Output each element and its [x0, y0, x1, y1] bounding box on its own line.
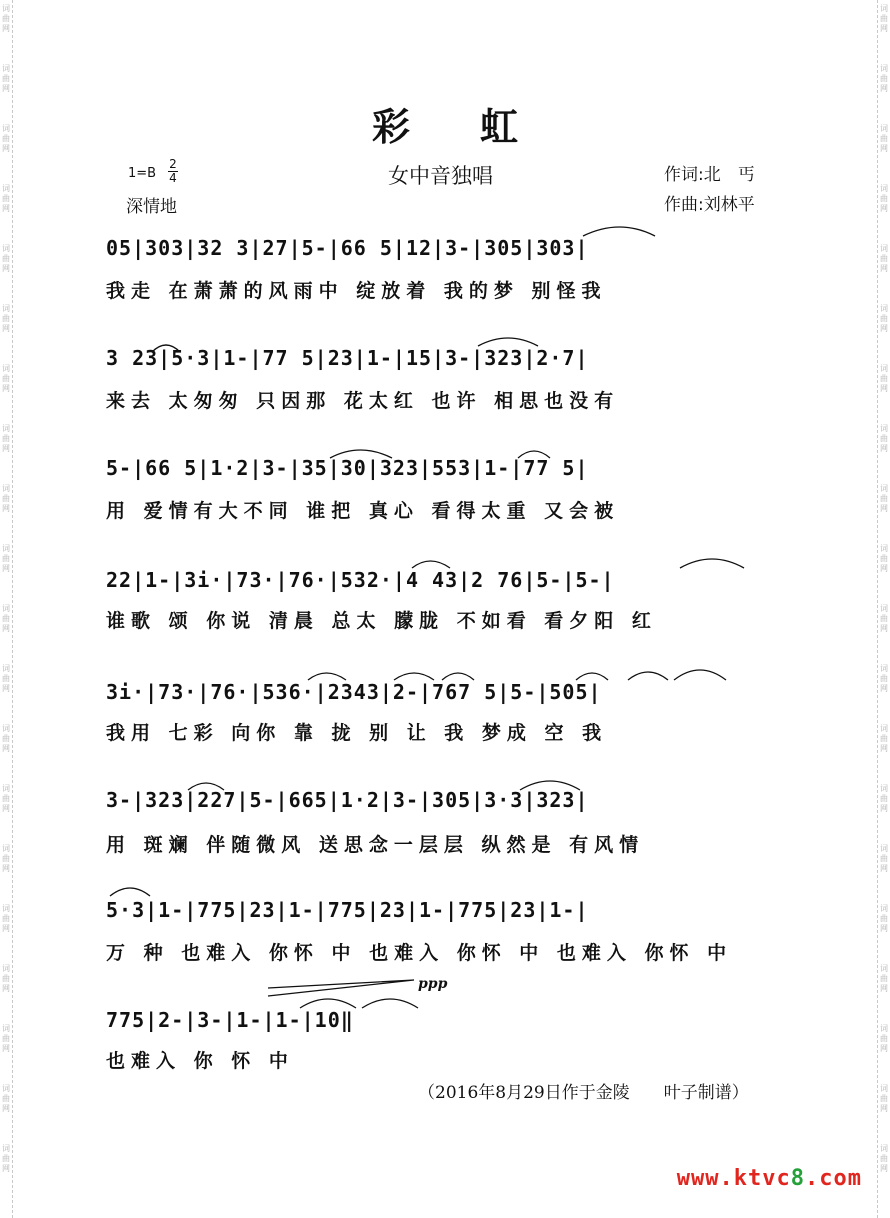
slur-line5d: [576, 673, 608, 680]
margin-stamp: 词 曲 网: [880, 364, 888, 393]
slur-line7: [110, 888, 150, 896]
margin-stamp: 词 曲 网: [2, 64, 10, 93]
margin-stamp: 词 曲 网: [880, 244, 888, 273]
slur-line1: [583, 227, 655, 236]
lyrics-line-8: 也难入 你 怀 中: [106, 1050, 294, 1072]
slur-line3b: [518, 451, 550, 458]
margin-stamp: 词 曲 网: [2, 184, 10, 213]
margin-stamp: 词 曲 网: [2, 4, 10, 33]
margin-stamp: 词 曲 网: [2, 904, 10, 933]
notation-line-1: 05|303|32 3|27|5-|66 5|12|3-|305|303|: [106, 236, 589, 260]
song-title: 彩虹: [371, 104, 588, 149]
composer-credit: 作曲:刘林平: [664, 195, 755, 215]
slur-line5c: [442, 673, 474, 680]
slur-line3a: [330, 450, 392, 458]
margin-stamp: 词 曲 网: [880, 544, 888, 573]
slur-line5e: [628, 672, 668, 680]
margin-stamp: 词 曲 网: [880, 724, 888, 753]
slur-line8a: [300, 999, 356, 1008]
key-signature: 1=B: [128, 166, 157, 181]
margin-stamp: 词 曲 网: [2, 664, 10, 693]
slur-line6b: [520, 781, 580, 790]
margin-stamp: 词 曲 网: [880, 784, 888, 813]
slur-line2a: [152, 345, 180, 352]
slur-line6a: [188, 783, 224, 790]
margin-stamp: 词 曲 网: [2, 1024, 10, 1053]
slur-line5f: [674, 670, 726, 680]
margin-stamp: 词 曲 网: [2, 364, 10, 393]
lyrics-line-3: 用 爱情有大不同 谁把 真心 看得太重 又会被: [106, 500, 620, 522]
margin-stamp: 词 曲 网: [2, 1084, 10, 1113]
margin-stamp: 词 曲 网: [2, 1144, 10, 1173]
notation-line-6: 3-|323|227|5-|665|1·2|3-|305|3·3|323|: [106, 788, 589, 812]
margin-stamp: 词 曲 网: [880, 424, 888, 453]
margin-stamp: 词 曲 网: [880, 604, 888, 633]
site-watermark-digit: 8: [790, 1166, 806, 1191]
time-denominator: 4: [169, 171, 177, 185]
margin-stamp: 词 曲 网: [880, 964, 888, 993]
margin-stamp: 词 曲 网: [2, 424, 10, 453]
slur-line2b: [478, 338, 538, 346]
site-watermark-tail: .com: [805, 1166, 862, 1191]
margin-stamp: 词 曲 网: [880, 664, 888, 693]
margin-stamp: 词 曲 网: [880, 1024, 888, 1053]
notation-line-3: 5-|66 5|1·2|3-|35|30|323|553|1-|77 5|: [106, 456, 589, 480]
notation-line-7: 5·3|1-|775|23|1-|775|23|1-|775|23|1-|: [106, 898, 589, 922]
performance-note: 女中音独唱: [388, 164, 493, 188]
margin-stamp: 词 曲 网: [880, 64, 888, 93]
decrescendo-hairpin: [268, 980, 414, 996]
margin-stamp: 词 曲 网: [2, 844, 10, 873]
margin-stamp: 词 曲 网: [880, 484, 888, 513]
site-watermark-main: www.ktvc: [676, 1166, 791, 1191]
slur-line5b: [394, 673, 434, 680]
lyrics-line-1: 我走 在萧萧的风雨中 绽放着 我的梦 别怪我: [106, 280, 607, 302]
lyrics-line-7: 万 种 也难入 你怀 中 也难入 你怀 中 也难入 你怀 中: [106, 942, 733, 964]
notation-line-4: 22|1-|3i·|73·|76·|532·|4 43|2 76|5-|5-|: [106, 568, 615, 592]
lyrics-line-6: 用 斑斓 伴随微风 送思念一层层 纵然是 有风情: [106, 834, 645, 856]
margin-stamp: 词 曲 网: [880, 844, 888, 873]
time-numerator: 2: [169, 157, 177, 171]
slur-line4a: [412, 561, 450, 568]
notation-line-8: 775|2-|3-|1-|1-|10‖: [106, 1008, 354, 1032]
margin-stamp: 词 曲 网: [880, 124, 888, 153]
margin-stamp: 词 曲 网: [2, 784, 10, 813]
margin-stamp: 词 曲 网: [2, 484, 10, 513]
slur-line8b: [362, 999, 418, 1008]
margin-stamp: 词 曲 网: [2, 544, 10, 573]
margin-stamp: 词 曲 网: [2, 304, 10, 333]
margin-stamp: 词 曲 网: [880, 4, 888, 33]
tempo-marking: 深情地: [126, 197, 177, 217]
lyrics-line-4: 谁歌 颂 你说 清晨 总太 朦胧 不如看 看夕阳 红: [106, 610, 657, 632]
margin-stamp: 词 曲 网: [2, 724, 10, 753]
lyrics-line-2: 来去 太匆匆 只因那 花太红 也许 相思也没有: [106, 390, 620, 412]
slur-line4b: [680, 559, 744, 568]
composition-footnote: （2016年8月29日作于金陵 叶子制谱）: [418, 1083, 749, 1103]
notation-line-5: 3i·|73·|76·|536·|2343|2-|767 5|5-|505|: [106, 680, 602, 704]
dynamic-marking: ppp: [418, 976, 448, 992]
margin-stamp: 词 曲 网: [880, 1084, 888, 1113]
margin-stamp: 词 曲 网: [880, 304, 888, 333]
margin-stamp: 词 曲 网: [880, 1144, 888, 1173]
lyrics-line-5: 我用 七彩 向你 靠 拢 别 让 我 梦成 空 我: [106, 722, 608, 744]
margin-stamp: 词 曲 网: [2, 244, 10, 273]
margin-stamp: 词 曲 网: [880, 904, 888, 933]
margin-stamp: 词 曲 网: [2, 604, 10, 633]
lyricist-credit: 作词:北 丐: [664, 165, 755, 185]
margin-stamp: 词 曲 网: [880, 184, 888, 213]
slur-line5a: [308, 673, 346, 680]
margin-stamp: 词 曲 网: [2, 124, 10, 153]
notation-line-2: 3 23|5·3|1-|77 5|23|1-|15|3-|323|2·7|: [106, 346, 589, 370]
margin-stamp: 词 曲 网: [2, 964, 10, 993]
